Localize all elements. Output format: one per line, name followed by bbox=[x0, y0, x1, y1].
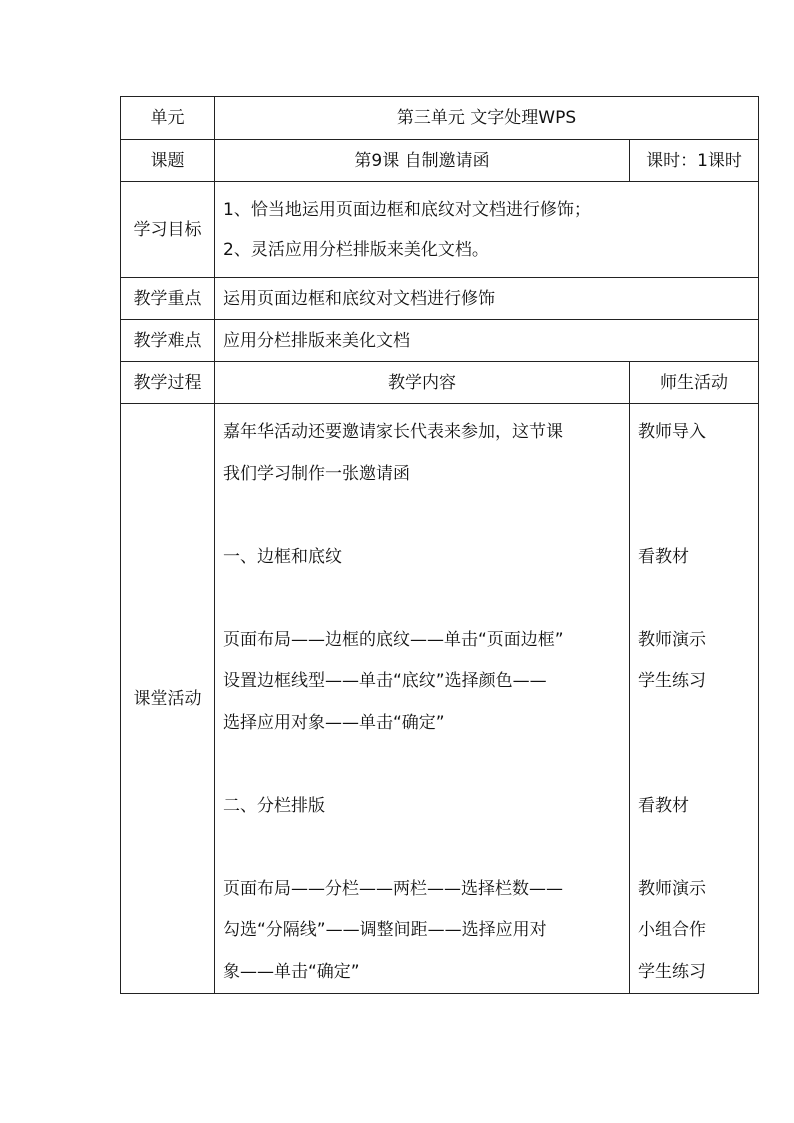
goals-cell bbox=[215, 182, 759, 278]
content-line: 二、分栏排版 bbox=[223, 795, 325, 816]
difficulty-row bbox=[121, 320, 759, 362]
activity-line: 看教材 bbox=[638, 546, 689, 567]
unit-value: 第三单元 文字处理WPS bbox=[215, 97, 759, 140]
content-line bbox=[223, 495, 621, 537]
difficulty-label: 教学难点 bbox=[121, 320, 215, 362]
activity-cell bbox=[630, 404, 759, 994]
difficulty-value: 应用分栏排版来美化文档 bbox=[215, 320, 759, 362]
class-activity-row bbox=[121, 404, 759, 994]
content-line bbox=[223, 827, 621, 869]
focus-label: 教学重点 bbox=[121, 278, 215, 320]
period-value: 课时：1课时 bbox=[630, 140, 759, 182]
goals-label: 学习目标 bbox=[121, 182, 215, 278]
activity-line bbox=[638, 454, 750, 496]
content-line: 象——单击“确定” bbox=[223, 961, 360, 982]
process-header-row bbox=[121, 362, 759, 404]
goals-row bbox=[121, 182, 759, 278]
activity-line: 教师导入 bbox=[638, 422, 706, 442]
activity-line: 学生练习 bbox=[638, 961, 706, 982]
process-label: 教学过程 bbox=[121, 362, 215, 404]
topic-label: 课题 bbox=[121, 140, 215, 182]
activity-line: 小组合作 bbox=[638, 920, 706, 940]
class-activity-label: 课堂活动 bbox=[121, 404, 215, 994]
unit-row bbox=[121, 97, 759, 140]
content-line bbox=[223, 578, 621, 620]
content-line: 勾选“分隔线”——调整间距——选择应用对 bbox=[223, 920, 547, 940]
activity-line bbox=[638, 827, 750, 869]
content-line: 设置边框线型——单击“底纹”选择颜色—— bbox=[223, 671, 547, 691]
content-line bbox=[223, 744, 621, 786]
content-line: 一、边框和底纹 bbox=[223, 546, 342, 567]
activity-line: 教师演示 bbox=[638, 878, 706, 899]
topic-row bbox=[121, 140, 759, 182]
content-line: 嘉年华活动还要邀请家长代表来参加，这节课 bbox=[223, 422, 563, 442]
content-header: 教学内容 bbox=[215, 362, 630, 404]
content-cell bbox=[215, 404, 630, 994]
activity-line bbox=[638, 495, 750, 537]
lesson-plan-table bbox=[120, 96, 759, 994]
content-line: 页面布局——分栏——两栏——选择栏数—— bbox=[223, 878, 563, 899]
activity-line: 教师演示 bbox=[638, 629, 706, 650]
unit-label: 单元 bbox=[121, 97, 215, 140]
activity-line: 学生练习 bbox=[638, 671, 706, 691]
topic-value: 第9课 自制邀请函 bbox=[215, 140, 630, 182]
focus-row bbox=[121, 278, 759, 320]
focus-value: 运用页面边框和底纹对文档进行修饰 bbox=[215, 278, 759, 320]
content-line: 页面布局——边框的底纹——单击“页面边框” bbox=[223, 629, 564, 650]
goal-item: 1、恰当地运用页面边框和底纹对文档进行修饰； bbox=[223, 199, 591, 220]
goal-item: 2、灵活应用分栏排版来美化文档。 bbox=[223, 239, 489, 260]
activity-header: 师生活动 bbox=[630, 362, 759, 404]
activity-line: 看教材 bbox=[638, 795, 689, 816]
activity-line bbox=[638, 578, 750, 620]
content-line: 选择应用对象——单击“确定” bbox=[223, 712, 445, 733]
activity-line bbox=[638, 744, 750, 786]
content-line: 我们学习制作一张邀请函 bbox=[223, 463, 410, 484]
activity-line bbox=[638, 703, 750, 745]
